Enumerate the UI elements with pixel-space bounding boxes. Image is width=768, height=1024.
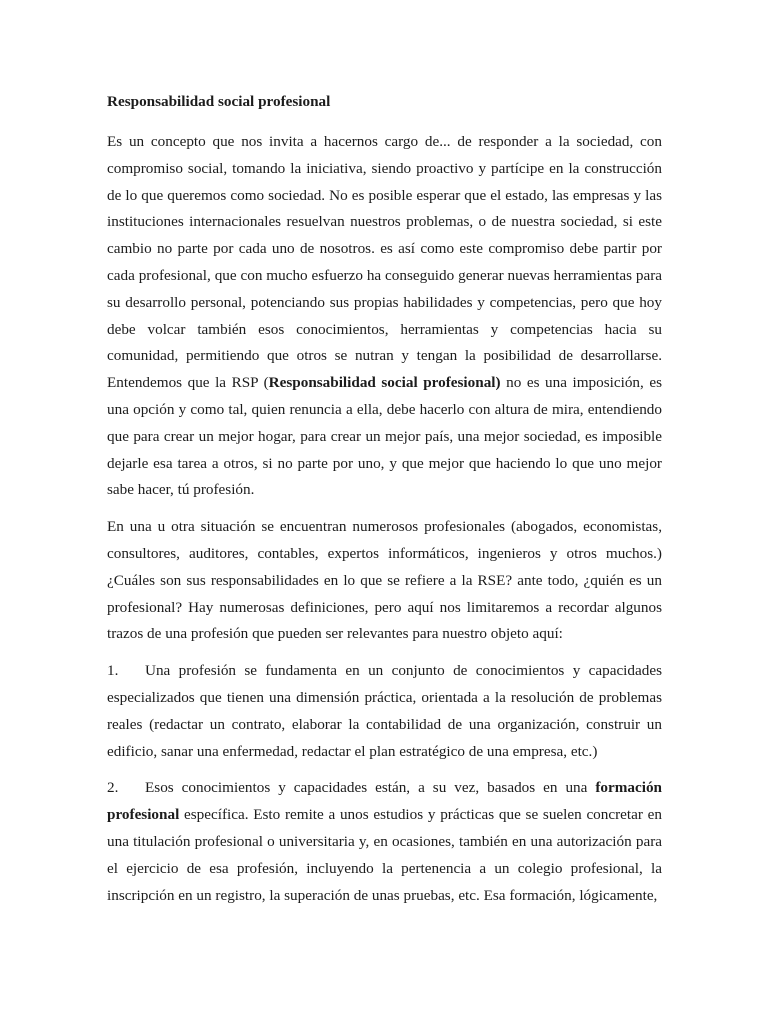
- list-item-2-bold: formación profesional: [107, 779, 662, 824]
- document-title: Responsabilidad social profesional: [107, 93, 331, 110]
- paragraph-intro-bold: Responsabilidad social profesional): [268, 374, 501, 392]
- list-item-2-text-a: Esos conocimientos y capacidades están, a su vez, basados en una: [145, 779, 596, 797]
- list-item-1-text: Una profesión se fundamenta en un conjunto de conocimientos y capacidades especializados que tienen una dimensión práctica, orientada a la resolución de problemas reales (redactar un contrato, elaborar la contabilidad de una organización, construir un edificio, sanar una enfermedad, redactar el plan estratégico de una empresa, etc.): [107, 662, 662, 760]
- list-item-1: [107, 658, 662, 765]
- paragraph-intro-text-b: no es una imposición, es una opción y como tal, quien renuncia a ella, debe hacerlo con altura de mira, entendiendo que para crear un mejor hogar, para crear un mejor país, una mejor sociedad, es imposible dejarle esa tarea a otros, si no parte por uno, y que mejor que haciendo lo que uno mejor sabe hacer, tú profesión.: [107, 374, 663, 499]
- list-item-1-number: 1.: [107, 662, 119, 680]
- list-item-2: [107, 775, 662, 909]
- list-item-2-number: 2.: [107, 779, 119, 797]
- document-page: [107, 91, 662, 919]
- paragraph-intro: [107, 129, 662, 504]
- list-item-2-text-b: específica. Esto remite a unos estudios y prácticas que se suelen concretar en una titulación profesional o universitaria y, en ocasiones, también en una autorización para el ejercicio de esa profesión, incluyendo la pertenencia a un colegio profesional, la inscripción en un registro, la superación de unas pruebas, etc. Esa formación, lógicamente,: [107, 806, 662, 904]
- paragraph-intro-text-a: Es un concepto que nos invita a hacernos cargo de... de responder a la sociedad, con compromiso social, tomando la iniciativa, siendo proactivo y partícipe en la construcción de lo que queremos como sociedad. No es posible esperar que el estado, las empresas y las instituciones internacionales resuelvan nuestros problemas, o de nuestra sociedad, si este cambio no parte por cada uno de nosotros. es así como este compromiso debe partir por cada profesional, que con mucho esfuerzo ha conseguido generar nuevas herramientas para su desarrollo personal, potenciando sus propias habilidades y competencias, pero que hoy debe volcar también esos conocimientos, herramientas y competencias hacia su comunidad, permitiendo que otros se nutran y tengan la posibilidad de desarrollarse. Entendemos que la RSP (: [107, 133, 662, 392]
- paragraph-professionals: En una u otra situación se encuentran numerosos profesionales (abogados, economistas, consultores, auditores, contables, expertos informáticos, ingenieros y otros muchos.) ¿Cuáles son sus responsabilidades en lo que se refiere a la RSE? ante todo, ¿quién es un profesional? Hay numerosas definiciones, pero aquí nos limitaremos a recordar algunos trazos de una profesión que pueden ser relevantes para nuestro objeto aquí:: [107, 518, 662, 643]
